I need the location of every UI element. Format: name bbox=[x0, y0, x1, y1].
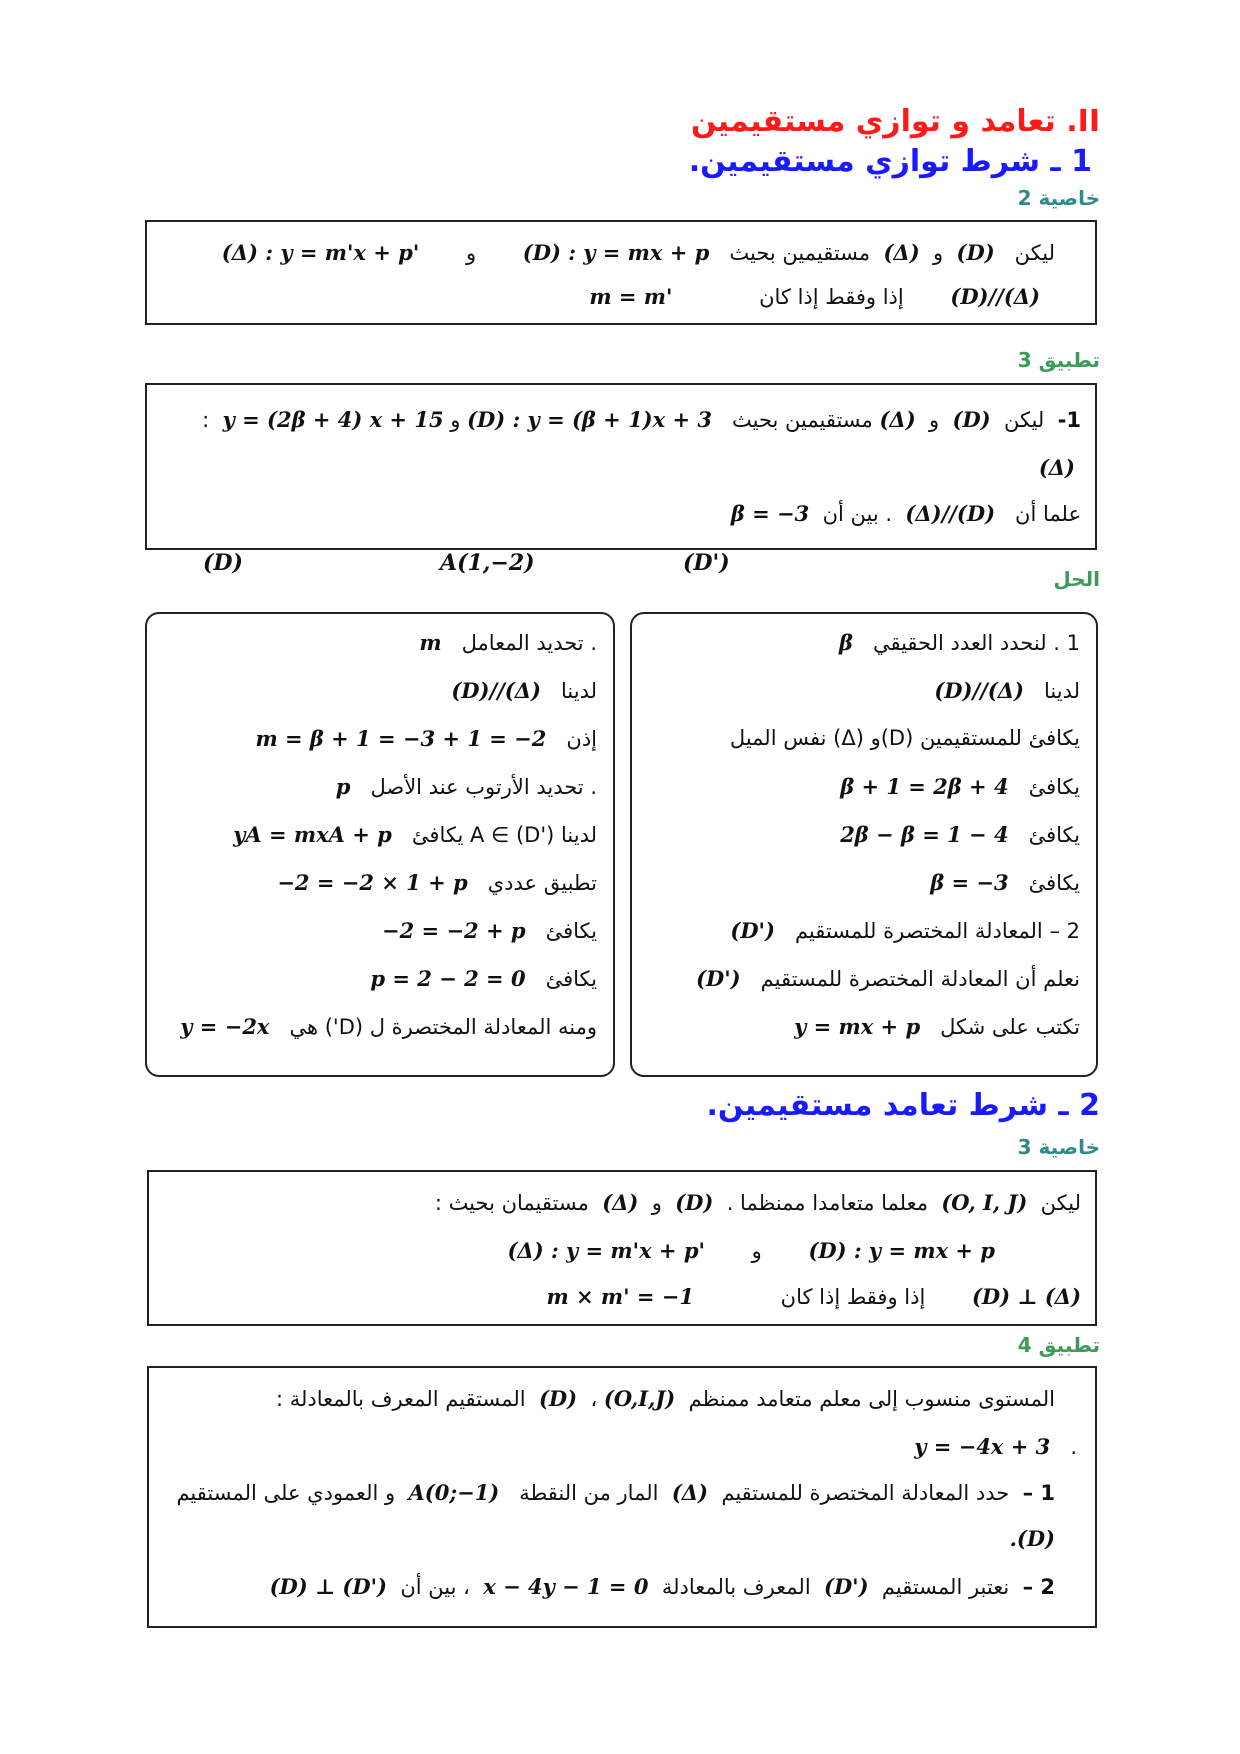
application-4-line-3: 1 – حدد المعادلة المختصرة للمستقيم (Δ) المار من النقطة A(0;−1) و العمودي على المستقيم bbox=[176, 1480, 1055, 1505]
sol-left-line: إذن m = β + 1 = −3 + 1 = −2 bbox=[255, 726, 597, 751]
sol-right-line: تكتب على شكل y = mx + p bbox=[794, 1014, 1080, 1039]
property-2-label: خاصية 2 bbox=[1017, 186, 1100, 210]
property-2-line-1: ليكن (D) و (Δ) مستقيمين بحيث (D) : y = mx + p و (Δ) : y = m'x + p' bbox=[221, 240, 1055, 265]
application-4-line-5: 2 – نعتبر المستقيم (D') المعرف بالمعادلة x − 4y − 1 = 0 ، بين أن (D) ⊥ (D') bbox=[269, 1574, 1055, 1599]
stray-label-D: (D) bbox=[203, 550, 243, 576]
solution-left-box bbox=[145, 612, 615, 1077]
application-4-label: تطبيق 4 bbox=[1017, 1333, 1100, 1357]
property-3-label: خاصية 3 bbox=[1017, 1135, 1100, 1159]
application-3-label: تطبيق 3 bbox=[1017, 348, 1100, 372]
application-3-line-1: 1- ليكن (D) و (Δ) مستقيمين بحيث (D) : y = (β + 1)x + 3 و y = (2β + 4) x + 15 : bbox=[202, 407, 1081, 432]
application-3-line-2: (Δ) bbox=[1038, 455, 1075, 480]
stray-label-point-A: A(1,−2) bbox=[440, 550, 535, 576]
stray-label-D-prime: (D') bbox=[683, 550, 730, 576]
sol-right-line: 2 – المعادلة المختصرة للمستقيم (D') bbox=[730, 918, 1080, 943]
sol-left-line: لدينا (D)//(Δ) bbox=[451, 678, 597, 703]
sol-left-line: لدينا A ∈ (D') يكافئ yA = mxA + p bbox=[233, 822, 597, 847]
property-3-line-3: (D) ⊥ (Δ) إذا وفقط إذا كان m × m' = −1 bbox=[546, 1284, 1081, 1309]
property-2-box bbox=[145, 220, 1097, 325]
sol-left-line: . تحديد المعامل m bbox=[419, 630, 597, 655]
application-3-line-3: علما أن (Δ)//(D) . بين أن β = −3 bbox=[730, 501, 1081, 526]
sol-right-line: يكافئ 2β − β = 1 − 4 bbox=[840, 822, 1080, 847]
sol-left-line: ومنه المعادلة المختصرة ل (D') هي y = −2x bbox=[180, 1014, 597, 1039]
solution-right-box bbox=[630, 612, 1098, 1077]
property-3-box bbox=[147, 1170, 1097, 1326]
subsection-title-perpendicular: 2 ـ شرط تعامد مستقيمين. bbox=[706, 1088, 1100, 1123]
sol-right-line: نعلم أن المعادلة المختصرة للمستقيم (D') bbox=[696, 966, 1080, 991]
sol-right-line: 1 . لنحدد العدد الحقيقي β bbox=[838, 630, 1080, 655]
application-3-box bbox=[145, 383, 1097, 550]
sol-left-line: تطبيق عددي −2 = −2 × 1 + p bbox=[277, 870, 597, 895]
sol-right-line: يكافئ للمستقيمين (D)و (Δ) نفس الميل bbox=[729, 726, 1080, 750]
property-3-line-1: ليكن (O, I, J) معلما متعامدا ممنظما . (D) و (Δ) مستقيمان بحيث : bbox=[434, 1190, 1081, 1215]
solution-label: الحل bbox=[1053, 567, 1100, 591]
application-4-line-4: .(D) bbox=[1009, 1526, 1055, 1551]
section-title: II. تعامد و توازي مستقيمين bbox=[690, 104, 1100, 139]
sol-right-line: يكافئ β = −3 bbox=[930, 870, 1080, 895]
sol-right-line: يكافئ β + 1 = 2β + 4 bbox=[840, 774, 1080, 799]
sol-right-line: لدينا (D)//(Δ) bbox=[934, 678, 1080, 703]
property-3-line-2: (D) : y = mx + p و (Δ) : y = m'x + p' bbox=[507, 1238, 995, 1263]
subsection-title-parallel: 1 ـ شرط توازي مستقيمين. bbox=[688, 144, 1092, 179]
property-2-line-2: (D)//(Δ) إذا وفقط إذا كان m = m' bbox=[589, 284, 1040, 309]
sol-left-line: يكافئ −2 = −2 + p bbox=[382, 918, 597, 943]
application-4-box bbox=[147, 1366, 1097, 1628]
application-4-line-1: المستوى منسوب إلى معلم متعامد ممنظم (O,I,J) ، (D) المستقيم المعرف بالمعادلة : bbox=[275, 1386, 1055, 1411]
sol-left-line: . تحديد الأرتوب عند الأصل p bbox=[335, 774, 597, 799]
application-4-line-2: y = −4x + 3 . bbox=[914, 1434, 1077, 1459]
sol-left-line: يكافئ p = 2 − 2 = 0 bbox=[370, 966, 597, 991]
